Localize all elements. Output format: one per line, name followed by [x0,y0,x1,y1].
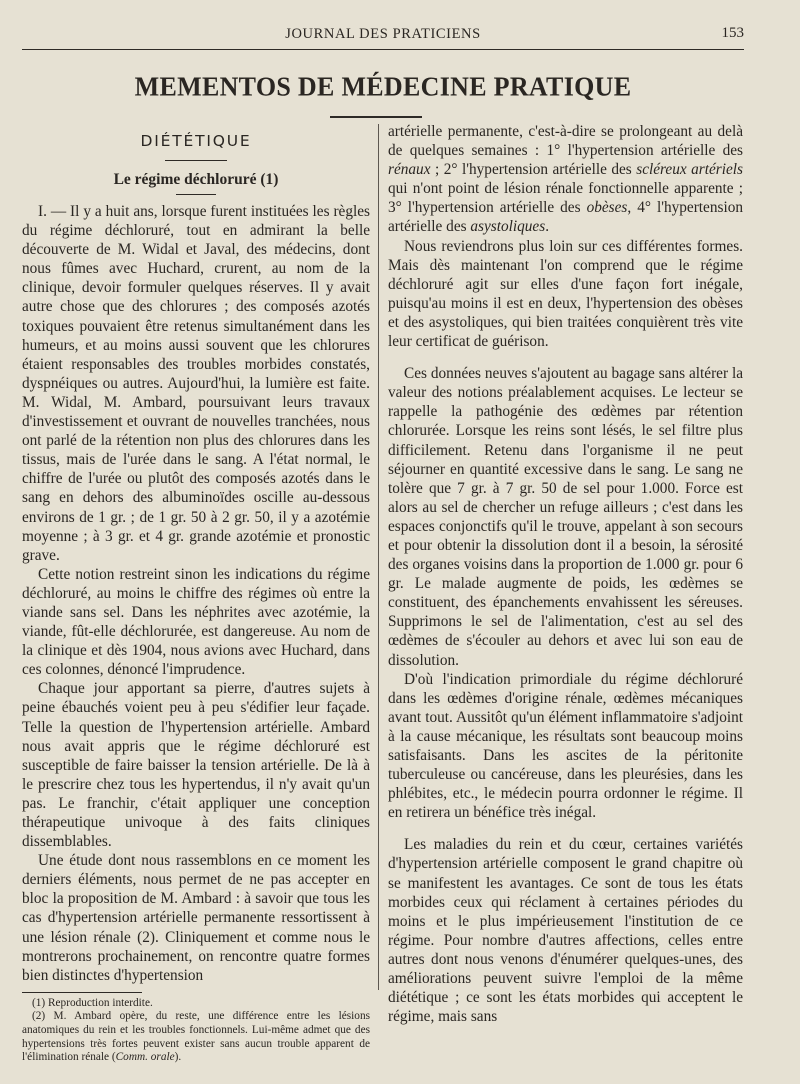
section-heading: DIÉTÉTIQUE [140,132,252,150]
paragraph: Nous reviendrons plus loin sur ces différentes formes. Mais dès maintenant l'on comprend que le régime déchloruré agit sur elles d'une façon fort inégale, puisqu'au moins il est en deux, l'hypertension des obèses et des asystoliques, qui bien traitées conquièrent très vite leur certificat de guérison. [388,237,743,351]
paragraph: Chaque jour apportant sa pierre, d'autres sujets à peine ébauchés voient peu à peu s'édifier leur façade. Telle la question de l'hypertension artérielle. Ambard nous avait appris que le régime déchloruré est susceptible de faire baisser la tension artérielle. De là à le prescrire chez tous les hypertendus, il n'y avait qu'un pas. Le franchir, c'était appliquer une conception thérapeutique univoque à des faits cliniques dissemblables. [22,680,370,851]
left-column [22,122,370,1065]
paragraph: D'où l'indication primordiale du régime déchloruré dans les œdèmes d'origine rénale, œdèmes mécaniques avant tout. Aussitôt qu'un élément inflammatoire s'adjoint à la cause mécanique, les résultats sont beaucoup moins satisfaisants. Dans les ascites de la péritonite tuberculeuse ou cancéreuse, dans les pleurésies, dans les phlébites, etc., le médecin pourra ordonner le régime. Il en retirera un bénéfice très inégal. [388,670,743,822]
footnote-rule [22,992,142,993]
header-rule [22,49,744,50]
running-header [22,22,744,46]
footnote-1: (1) Reproduction interdite. [32,996,153,1009]
paragraph: Les maladies du rein et du cœur, certaines variétés d'hypertension artérielle composent le grand chapitre où se manifestent les avantages. Ce sont de tous les états morbides ceux qui réclament à certaines périodes du moins et le plus impérieusement l'institution de ce régime. Pour nombre d'autres affections, celles entre autres dont nous venons d'énumérer quelques-unes, des améliorations peuvent suivre l'emploi de la même diététique ; ce sont les états morbides qui acceptent le régime, mais sans [388,836,743,1026]
page-number: 153 [721,25,744,41]
paragraph: artérielle permanente, c'est-à-dire se prolongeant au delà de quelques semaines : 1° l'hypertension artérielle des rénaux ; 2° l'hypertension artérielle des scléreux artériels qui n'ont point de lésion rénale fonctionnelle apparente ; 3° l'hypertension artérielle des obèses, 4° l'hypertension artérielle des asystoliques. [388,123,743,236]
journal-name: JOURNAL DES PRATICIENS [285,26,481,42]
title-rule [330,116,422,118]
right-column [388,122,743,1026]
paragraph: Cette notion restreint sinon les indications du régime déchloruré, au moins le chiffre des régimes où entre la viande sans sel. Dans les néphrites avec azotémie, la viande, fût-elle déchlorurée, est dangereuse. Au nom de la clinique et dès 1904, nous avions avec Huchard, dans ces colonnes, dénoncé l'imprudence. [22,565,370,679]
section-rule [165,160,227,161]
article-title: Le régime déchloruré (1) [113,171,279,188]
footnote-2: (2) M. Ambard opère, du reste, une différence entre les lésions anatomiques du rein et les troubles fonctionnels. Lui-même admet que des hypertensions très fortes peuvent exister sans aucun trouble apparent de l'élimination rénale (Comm. orale). [22,1010,370,1064]
paragraph: Ces données neuves s'ajoutent au bagage sans altérer la valeur des notions préalablement acquises. Le lecteur se rappelle la pathogénie des œdèmes par rétention chlorurée. Lorsque les reins sont lésés, le sel filtre plus difficilement. Retenu dans l'organisme il ne peut séjourner en quantité excessive dans le sang. Le sang ne tolère que 7 gr. à 7 gr. 50 de sel pour 1.000. Force est alors au sel de chercher un refuge ailleurs ; c'est dans les espaces conjonctifs qu'il le trouve, appelant à son secours et pour obtenir la dissolution dont il a besoin, la sérosité des organes voisins dans la proportion de 1.000 gr. pour 6 gr. Le malade augmente de poids, les œdèmes se constituent, des épanchements envahissent les séreuses. Supprimons le sel de l'alimentation, c'est au sel des œdèmes de s'écouler au dehors et avec lui son eau de dissolution. [388,365,743,669]
paragraph: Une étude dont nous rassemblons en ce moment les derniers éléments, nous permet de ne pas accepter en bloc la proposition de M. Ambard : à savoir que tous les cas d'hypertension artérielle permanente ressortissent à une lésion rénale (2). Cliniquement et comme nous le montrerons prochainement, on rencontre quatre formes bien distinctes d'hypertension [22,852,370,984]
page-title: MEMENTOS DE MÉDECINE PRATIQUE [134,71,632,102]
article-title-rule [176,194,216,195]
column-separator [378,124,379,990]
paragraph: I. — Il y a huit ans, lorsque furent instituées les règles du régime déchloruré, tout en admirant la belle découverte de M. Widal et Javal, des médecins, dont nous fûmes avec Huchard, crurent, au nom de la clinique, devoir formuler quelques réserves. Il y avait autre chose que des chlorures ; des composés azotés toxiques pouvaient être retenus simultanément dans les humeurs, et au moins aussi souvent que les chlorures étaient responsables des troubles morbides constatés, dyspnéiques ou autres. Aujourd'hui, la lumière est faite. M. Widal, M. Ambard, poursuivant leurs travaux d'investissement et ouvrant de nouvelles tranchées, nous ont parlé de la rétention non plus des chlorures dans les tissus, mais de l'urée dans le sang. A l'état normal, le chiffre de l'urée ou plutôt des composés azotés dans le sang en dehors des albuminoïdes oscille au-dessous environs de 1 gr. ; de 1 gr. 50 à 2 gr. 50, il y a azotémie moyenne ; à 3 gr. et 4 gr. grande azotémie et pronostic grave. [22,203,370,564]
footnotes [22,997,370,1065]
